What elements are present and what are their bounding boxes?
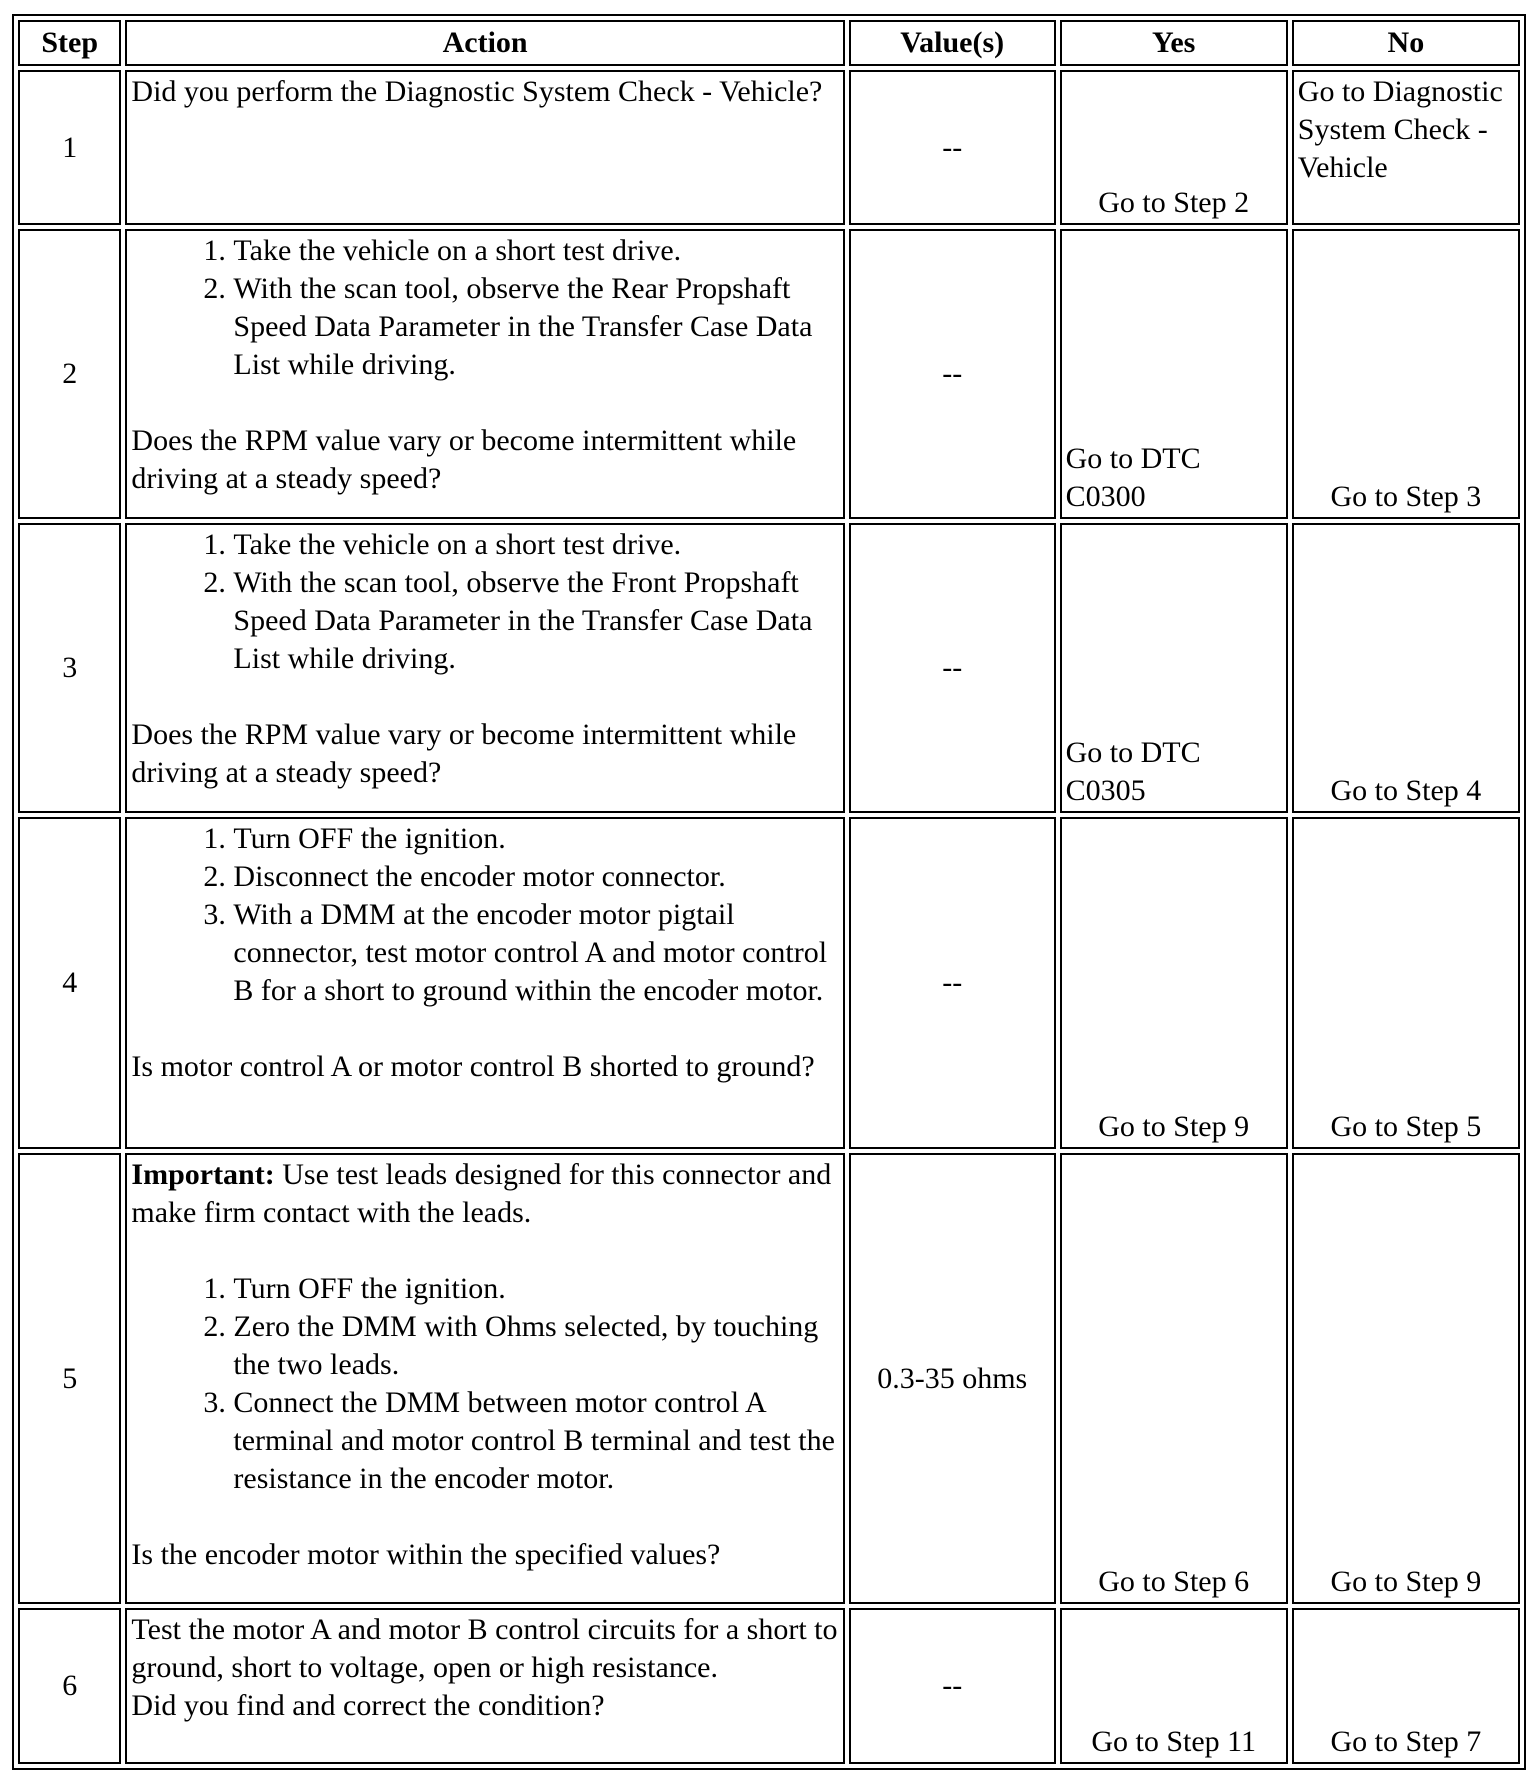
action-step: 1. Take the vehicle on a short test drive. [233, 526, 838, 564]
action-steps [131, 820, 838, 1010]
step-number: 5 [18, 1153, 121, 1605]
important-note [131, 1156, 838, 1232]
action-cell [125, 70, 844, 225]
header-step: Step [18, 20, 121, 66]
action-text: Test the motor A and motor B control circuits for a short to ground, short to voltage, open or high resistance. [131, 1613, 838, 1685]
value-cell: -- [849, 229, 1056, 519]
yes-cell: Go to Step 6 [1060, 1153, 1288, 1605]
yes-cell: Go to DTC C0305 [1060, 523, 1288, 813]
no-cell: Go to Step 5 [1292, 817, 1520, 1149]
no-cell: Go to Step 9 [1292, 1153, 1520, 1605]
action-question: Is motor control A or motor control B shorted to ground? [131, 1049, 815, 1083]
header-no: No [1292, 20, 1520, 66]
step-number: 6 [18, 1608, 121, 1764]
action-step: 2. Disconnect the encoder motor connector. [233, 858, 838, 896]
no-cell: Go to Step 3 [1292, 229, 1520, 519]
no-cell: Go to Step 4 [1292, 523, 1520, 813]
important-label: Important: [131, 1157, 275, 1191]
value-cell: -- [849, 523, 1056, 813]
action-steps [131, 232, 838, 384]
action-question: Did you find and correct the condition? [131, 1689, 605, 1723]
header-action: Action [125, 20, 844, 66]
action-step: 2. With the scan tool, observe the Front Propshaft Speed Data Parameter in the Transfer Case Data List while driving. [233, 564, 838, 678]
action-question: Is the encoder motor within the specified values? [131, 1537, 721, 1571]
header-values: Value(s) [849, 20, 1056, 66]
action-steps [131, 526, 838, 678]
action-step: 2. With the scan tool, observe the Rear Propshaft Speed Data Parameter in the Transfer Case Data List while driving. [233, 270, 838, 384]
action-step: 2. Zero the DMM with Ohms selected, by touching the two leads. [233, 1308, 838, 1384]
yes-cell: Go to Step 2 [1060, 70, 1288, 225]
important-text: Use test leads designed for this connector and make firm contact with the leads. [131, 1157, 832, 1229]
table-row [18, 523, 1520, 813]
step-number: 3 [18, 523, 121, 813]
action-step: 3. Connect the DMM between motor control A terminal and motor control B terminal and test the resistance in the encoder motor. [233, 1384, 838, 1498]
header-row [18, 20, 1520, 66]
value-cell: -- [849, 1608, 1056, 1764]
step-number: 1 [18, 70, 121, 225]
table-row [18, 229, 1520, 519]
diagnostic-table [14, 16, 1524, 1768]
yes-cell: Go to DTC C0300 [1060, 229, 1288, 519]
action-step: 1. Take the vehicle on a short test drive. [233, 232, 838, 270]
action-step: 3. With a DMM at the encoder motor pigtail connector, test motor control A and motor control B for a short to ground within the encoder motor. [233, 896, 838, 1010]
value-cell: 0.3-35 ohms [849, 1153, 1056, 1605]
action-cell [125, 523, 844, 813]
table-row [18, 70, 1520, 225]
value-cell: -- [849, 817, 1056, 1149]
action-question: Did you perform the Diagnostic System Check - Vehicle? [131, 75, 823, 108]
step-number: 4 [18, 817, 121, 1149]
yes-cell: Go to Step 11 [1060, 1608, 1288, 1764]
table-row [18, 1608, 1520, 1764]
action-step: 1. Turn OFF the ignition. [233, 1270, 838, 1308]
action-question: Does the RPM value vary or become intermittent while driving at a steady speed? [131, 718, 797, 790]
action-cell [125, 1608, 844, 1764]
diagnostic-table-frame [12, 14, 1526, 1770]
action-question: Does the RPM value vary or become intermittent while driving at a steady speed? [131, 424, 797, 496]
no-cell: Go to Diagnostic System Check - Vehicle [1292, 70, 1520, 225]
value-cell: -- [849, 70, 1056, 225]
action-step: 1. Turn OFF the ignition. [233, 820, 838, 858]
action-cell [125, 1153, 844, 1605]
no-cell: Go to Step 7 [1292, 1608, 1520, 1764]
action-steps [131, 1270, 838, 1498]
action-cell [125, 229, 844, 519]
table-row [18, 817, 1520, 1149]
yes-cell: Go to Step 9 [1060, 817, 1288, 1149]
action-cell [125, 817, 844, 1149]
table-row [18, 1153, 1520, 1605]
header-yes: Yes [1060, 20, 1288, 66]
step-number: 2 [18, 229, 121, 519]
